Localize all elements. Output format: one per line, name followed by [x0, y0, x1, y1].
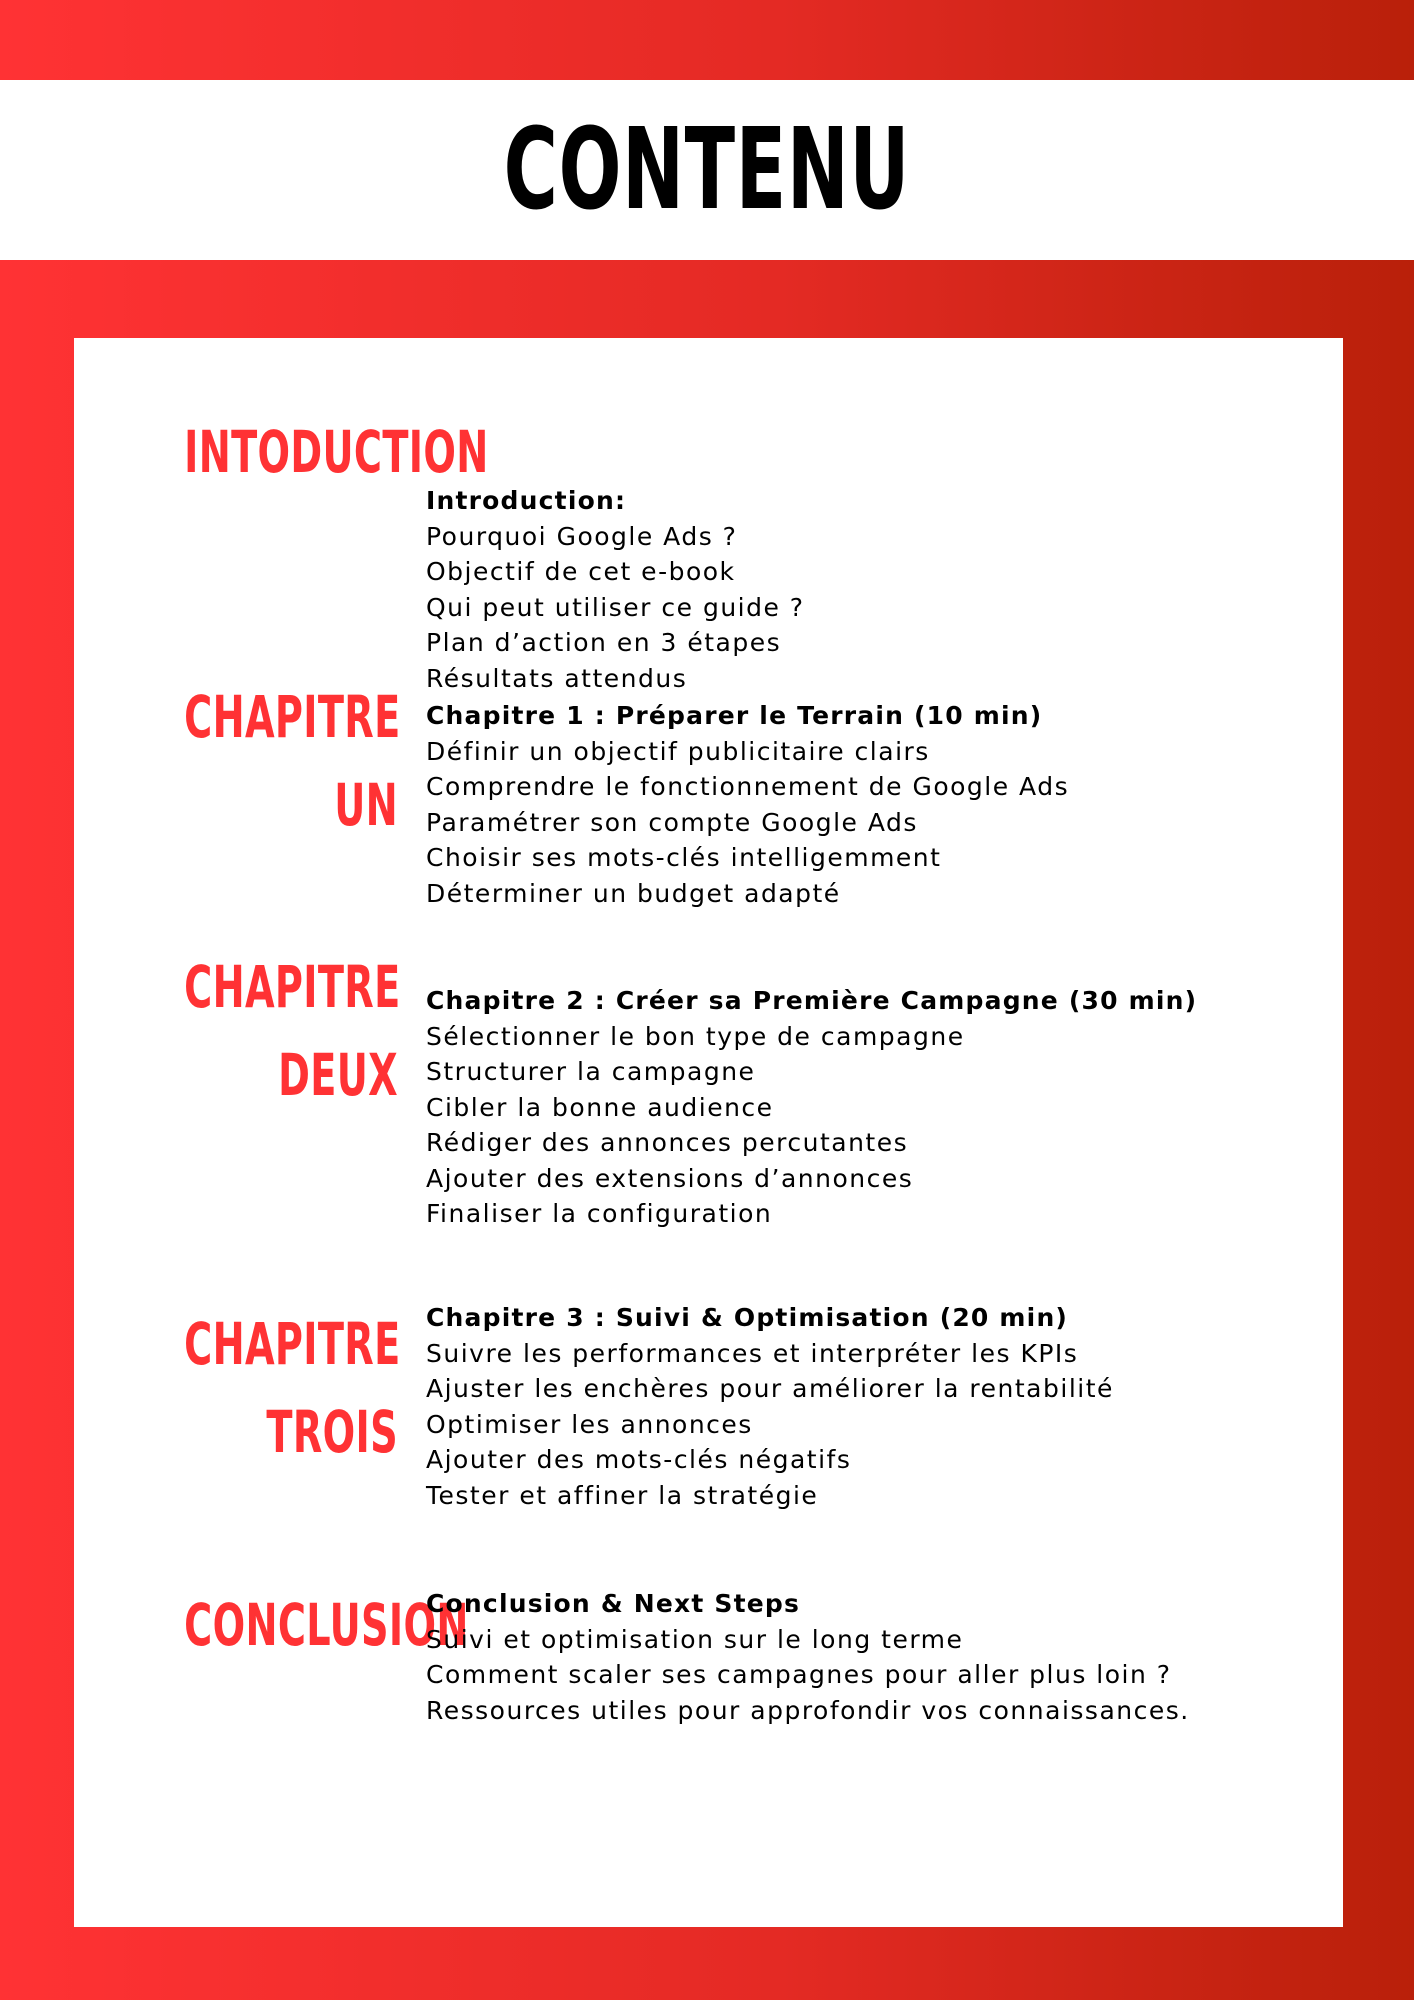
list-item: Ajouter des extensions d’annonces	[426, 1163, 914, 1193]
list-item: Optimiser les annonces	[426, 1409, 753, 1439]
section-title: Chapitre 1 : Préparer le Terrain (10 min)	[426, 701, 1043, 730]
section-list-introduction	[426, 483, 805, 696]
page-title: CONTENU	[503, 105, 911, 235]
list-item: Suivre les performances et interpréter les KPIs	[426, 1338, 1079, 1368]
table-of-contents-card	[74, 338, 1343, 1927]
list-item: Suivi et optimisation sur le long terme	[426, 1624, 964, 1654]
section-list-conclusion	[426, 1586, 1190, 1728]
section-heading-chapitre-un: CHAPITRE UN	[184, 683, 401, 839]
list-item: Finaliser la configuration	[426, 1199, 773, 1228]
section-title: Chapitre 3 : Suivi & Optimisation (20 min)	[426, 1303, 1069, 1332]
section-heading-conclusion: CONCLUSION	[184, 1591, 469, 1659]
list-item: Comment scaler ses campagnes pour aller plus loin ?	[426, 1660, 1172, 1689]
section-list-chapitre-un	[426, 698, 1069, 911]
list-item: Ressources utiles pour approfondir vos connaissances.	[426, 1695, 1190, 1725]
list-item: Pourquoi Google Ads ?	[426, 521, 738, 551]
list-item: Structurer la campagne	[426, 1057, 756, 1086]
list-item: Comprendre le fonctionnement de Google Ads	[426, 772, 1070, 801]
list-item: Définir un objectif publicitaire clairs	[426, 736, 930, 766]
section-title: Introduction:	[426, 486, 627, 515]
section-title: Conclusion & Next Steps	[426, 1589, 801, 1618]
section-heading-line: TROIS	[266, 1398, 398, 1466]
list-item: Choisir ses mots-clés intelligemment	[426, 843, 942, 872]
section-heading-introduction: INTODUCTION	[184, 418, 489, 486]
list-item: Qui peut utiliser ce guide ?	[426, 592, 805, 622]
list-item: Objectif de cet e-book	[426, 557, 736, 586]
section-heading-line: DEUX	[278, 1041, 398, 1109]
list-item: Ajouter des mots-clés négatifs	[426, 1445, 852, 1474]
section-heading-line: CHAPITRE	[184, 1310, 401, 1378]
section-heading-chapitre-deux	[184, 943, 401, 1119]
list-item: Résultats attendus	[426, 663, 688, 693]
list-item: Plan d’action en 3 étapes	[426, 628, 782, 657]
list-item: Déterminer un budget adapté	[426, 878, 841, 908]
list-item: Rédiger des annonces percutantes	[426, 1128, 909, 1157]
list-item: Ajuster les enchères pour améliorer la rentabilité	[426, 1374, 1114, 1403]
list-item: Sélectionner le bon type de campagne	[426, 1021, 965, 1051]
list-item: Cibler la bonne audience	[426, 1092, 774, 1122]
list-item: Paramétrer son compte Google Ads	[426, 807, 918, 837]
list-item: Tester et affiner la stratégie	[426, 1480, 819, 1510]
section-list-chapitre-trois	[426, 1300, 1114, 1513]
title-band	[0, 80, 1414, 260]
section-heading-chapitre-trois	[184, 1300, 401, 1476]
section-heading-line: CHAPITRE	[184, 953, 401, 1021]
section-title: Chapitre 2 : Créer sa Première Campagne (30 min)	[426, 986, 1198, 1015]
section-list-chapitre-deux	[426, 983, 1197, 1232]
